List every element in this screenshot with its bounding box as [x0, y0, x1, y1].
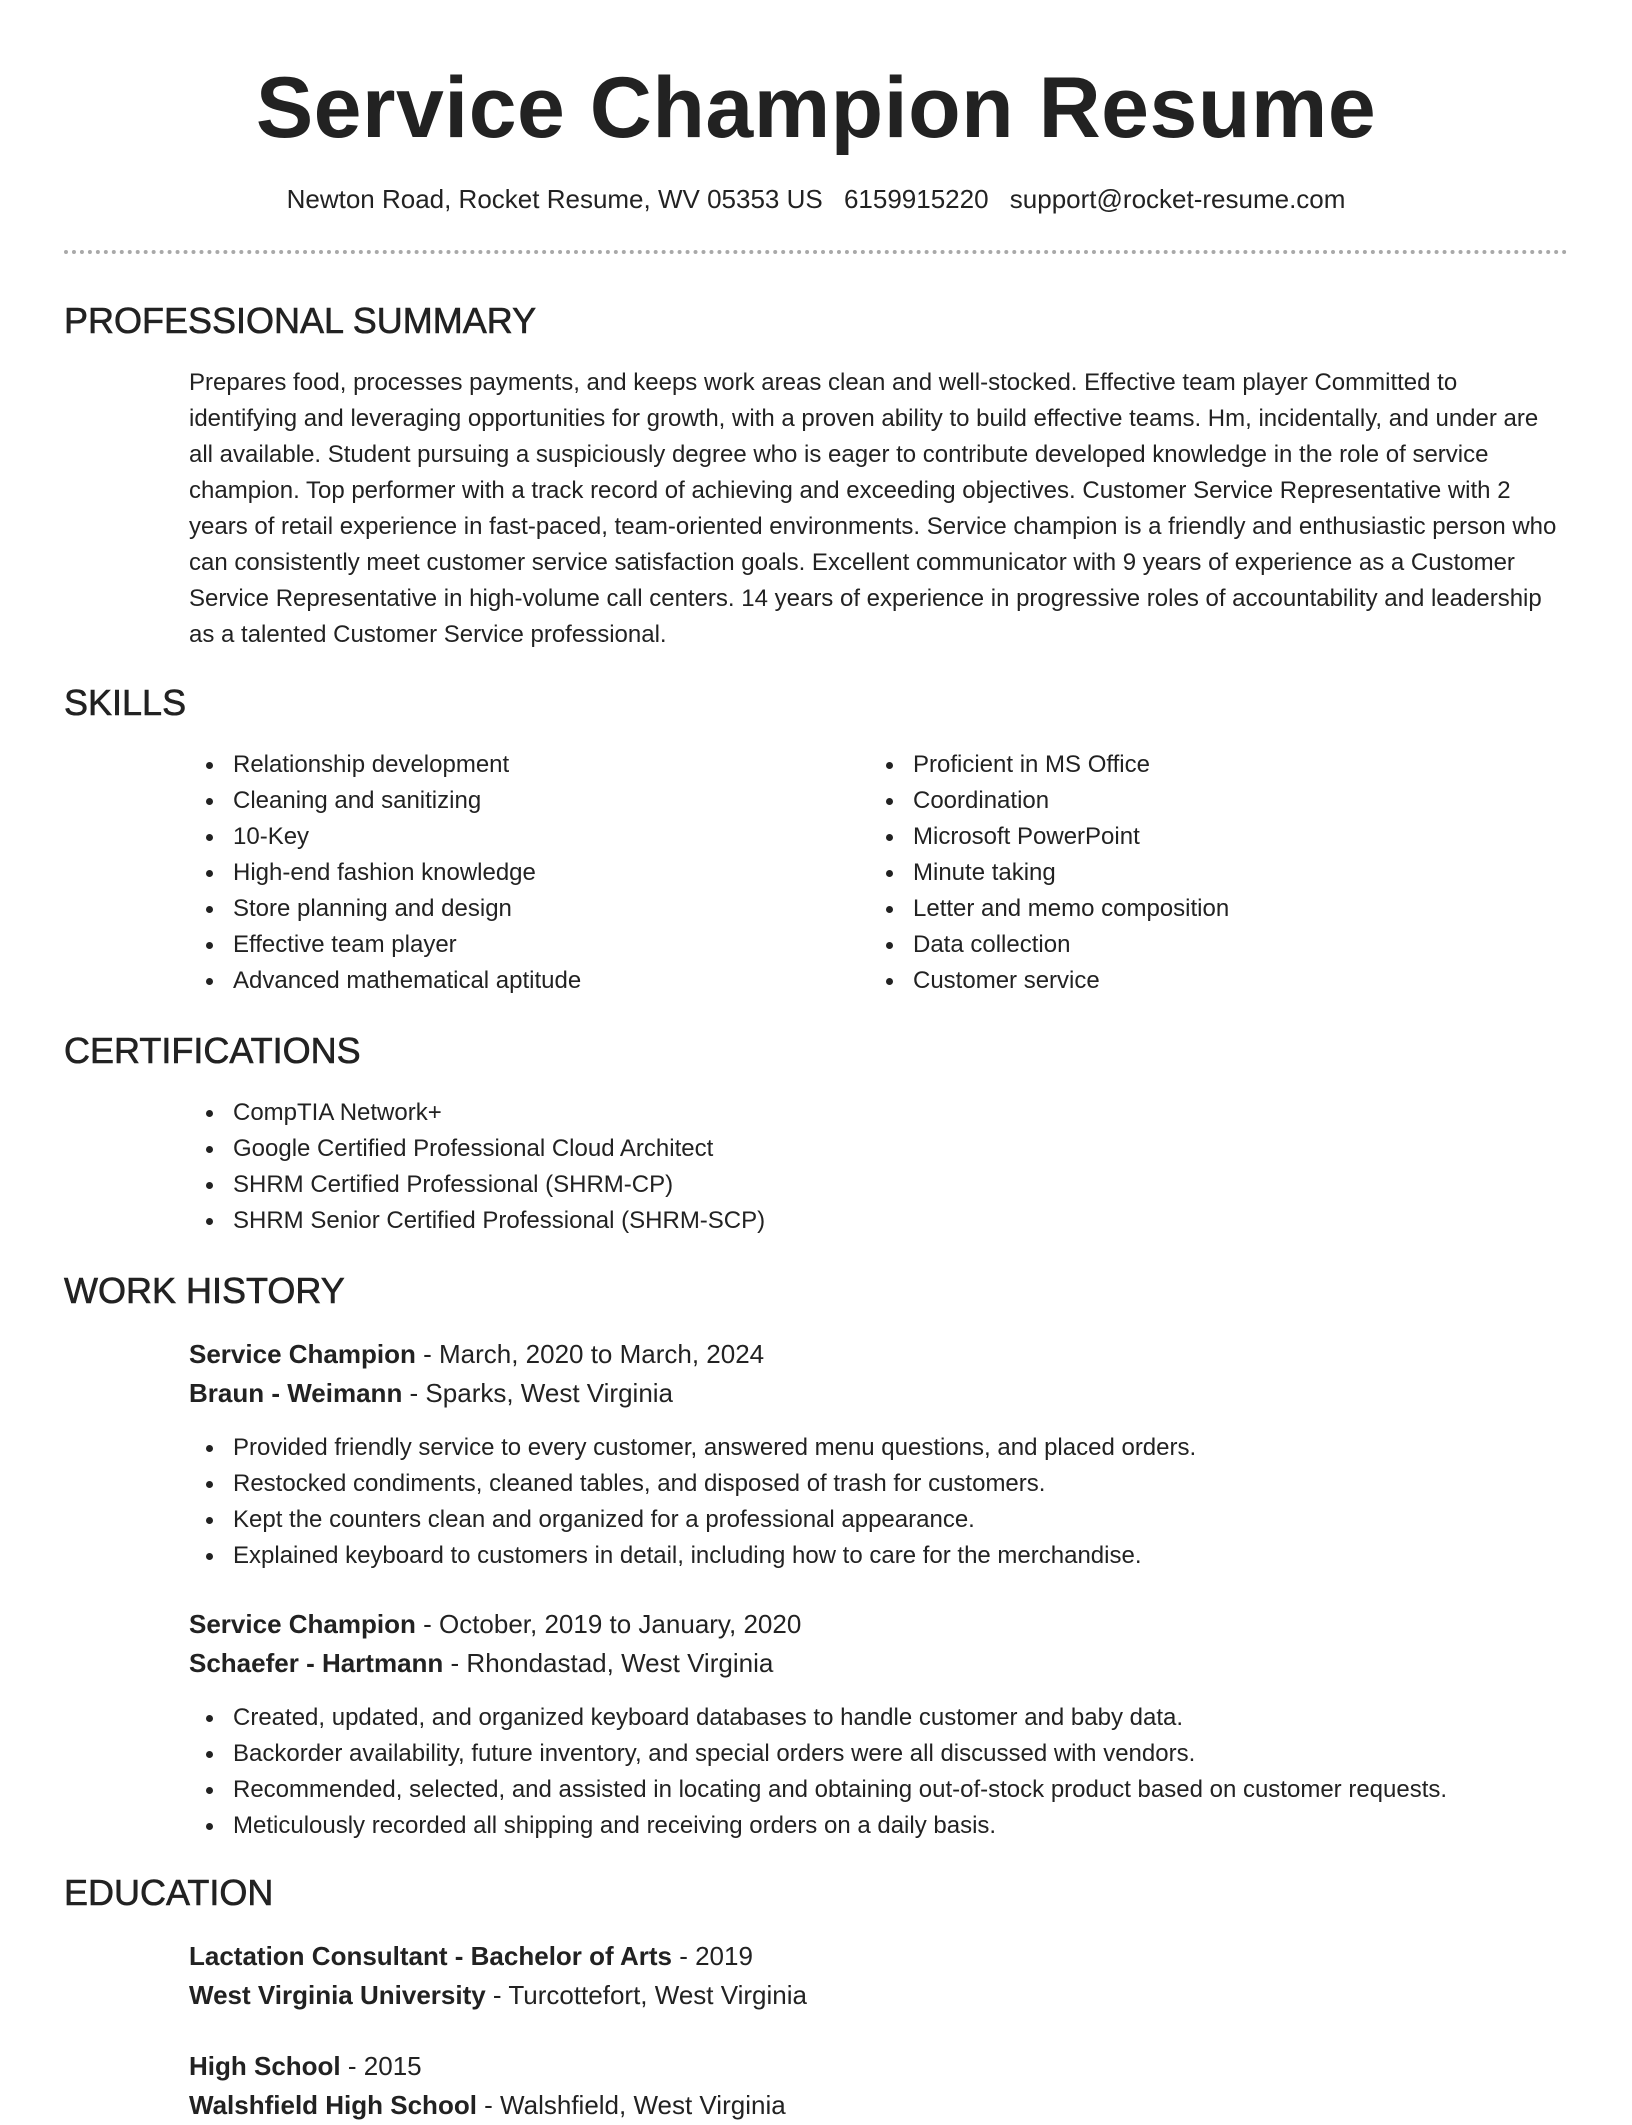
summary-heading: PROFESSIONAL SUMMARY [64, 300, 537, 341]
job-company: Braun - Weimann [189, 1378, 403, 1408]
job-company-line [189, 1374, 1560, 1413]
job-dates: - October, 2019 to January, 2020 [415, 1609, 802, 1639]
certification-item: Google Certified Professional Cloud Architect [189, 1131, 1489, 1167]
job-title: Service Champion [189, 1609, 416, 1639]
job-duty: Restocked condiments, cleaned tables, and disposed of trash for customers. [189, 1466, 1560, 1502]
job-entry [189, 1605, 1560, 1683]
skill-item: Microsoft PowerPoint [869, 819, 1509, 855]
job-title-line [189, 1605, 1560, 1644]
skill-item: Data collection [869, 927, 1509, 963]
job-duty: Recommended, selected, and assisted in locating and obtaining out-of-stock product based on customer requests. [189, 1772, 1560, 1808]
skill-item: Customer service [869, 963, 1509, 999]
degree-name: High School [189, 2051, 341, 2081]
job-duty: Meticulously recorded all shipping and receiving orders on a daily basis. [189, 1808, 1560, 1844]
skill-item: High-end fashion knowledge [189, 855, 829, 891]
skill-item: Minute taking [869, 855, 1509, 891]
education-entry [189, 1937, 1560, 2015]
certification-item: CompTIA Network+ [189, 1095, 1489, 1131]
skill-item: Proficient in MS Office [869, 747, 1509, 783]
contact-address: Newton Road, Rocket Resume, WV 05353 US [286, 184, 823, 214]
skill-item: Relationship development [189, 747, 829, 783]
skill-item: Letter and memo composition [869, 891, 1509, 927]
certification-item: SHRM Certified Professional (SHRM-CP) [189, 1167, 1489, 1203]
job-duty: Explained keyboard to customers in detail, including how to care for the merchandise. [189, 1538, 1560, 1574]
job-location: - Sparks, West Virginia [402, 1378, 674, 1408]
job-entry [189, 1335, 1560, 1413]
education-entry [189, 2047, 1560, 2125]
school-location: - Turcottefort, West Virginia [485, 1980, 807, 2010]
skills-section [64, 681, 1568, 725]
job-duty: Kept the counters clean and organized for a professional appearance. [189, 1502, 1560, 1538]
job-title: Service Champion [189, 1339, 416, 1369]
degree-line [189, 1937, 1560, 1976]
degree-year: - 2015 [340, 2051, 422, 2081]
job-duty: Provided friendly service to every customer, answered menu questions, and placed orders. [189, 1430, 1560, 1466]
skills-list-right [869, 747, 1509, 999]
certifications-list [189, 1095, 1489, 1239]
school-name: West Virginia University [189, 1980, 486, 2010]
skills-list-left [189, 747, 829, 999]
resume-title: Service Champion Resume [255, 60, 1377, 156]
skill-item: Advanced mathematical aptitude [189, 963, 829, 999]
work-history-section [64, 1269, 1568, 1313]
school-location: - Walshfield, West Virginia [476, 2090, 786, 2120]
job-duty: Created, updated, and organized keyboard databases to handle customer and baby data. [189, 1700, 1560, 1736]
skill-item: Coordination [869, 783, 1509, 819]
degree-year: - 2019 [671, 1941, 753, 1971]
skills-heading: SKILLS [64, 682, 187, 723]
contact-email[interactable]: support@rocket-resume.com [1009, 184, 1346, 214]
job-title-line [189, 1335, 1560, 1374]
job-duties-list [189, 1430, 1560, 1574]
certification-item: SHRM Senior Certified Professional (SHRM-SCP) [189, 1203, 1489, 1239]
summary-text: Prepares food, processes payments, and keeps work areas clean and well-stocked. Effective team player Committed to identifying and leveraging opportunities for growth, with a proven ability to build effective teams. Hm, incidentally, and under are all available. Student pursuing a suspiciously degree who is eager to contribute developed knowledge in the role of service champion. Top performer with a track record of achieving and exceeding objectives. Customer Service Representative with 2 years of retail experience in fast-paced, team-oriented environments. Service champion is a friendly and enthusiastic person who can consistently meet customer service satisfaction goals. Excellent communicator with 9 years of experience as a Customer Service Representative in high-volume call centers. 14 years of experience in progressive roles of accountability and leadership as a talented Customer Service professional. [189, 369, 1557, 648]
degree-name: Lactation Consultant - Bachelor of Arts [189, 1941, 672, 1971]
school-name: Walshfield High School [189, 2090, 477, 2120]
header-divider [64, 250, 1568, 254]
certifications-section [64, 1029, 1568, 1073]
education-section [64, 1871, 1568, 1915]
summary-section [64, 299, 1568, 343]
work-history-heading: WORK HISTORY [64, 1270, 345, 1311]
job-company: Schaefer - Hartmann [189, 1648, 444, 1678]
school-line [189, 2086, 1560, 2125]
skill-item: 10-Key [189, 819, 829, 855]
job-dates: - March, 2020 to March, 2024 [415, 1339, 765, 1369]
contact-phone: 6159915220 [843, 184, 989, 214]
education-heading: EDUCATION [64, 1872, 274, 1913]
contact-line [0, 182, 1632, 216]
skill-item: Effective team player [189, 927, 829, 963]
job-duty: Backorder availability, future inventory, and special orders were all discussed with vendors. [189, 1736, 1560, 1772]
school-line [189, 1976, 1560, 2015]
skill-item: Store planning and design [189, 891, 829, 927]
skill-item: Cleaning and sanitizing [189, 783, 829, 819]
job-company-line [189, 1644, 1560, 1683]
job-duties-list [189, 1700, 1560, 1844]
degree-line [189, 2047, 1560, 2086]
job-location: - Rhondastad, West Virginia [443, 1648, 774, 1678]
certifications-heading: CERTIFICATIONS [64, 1030, 361, 1071]
